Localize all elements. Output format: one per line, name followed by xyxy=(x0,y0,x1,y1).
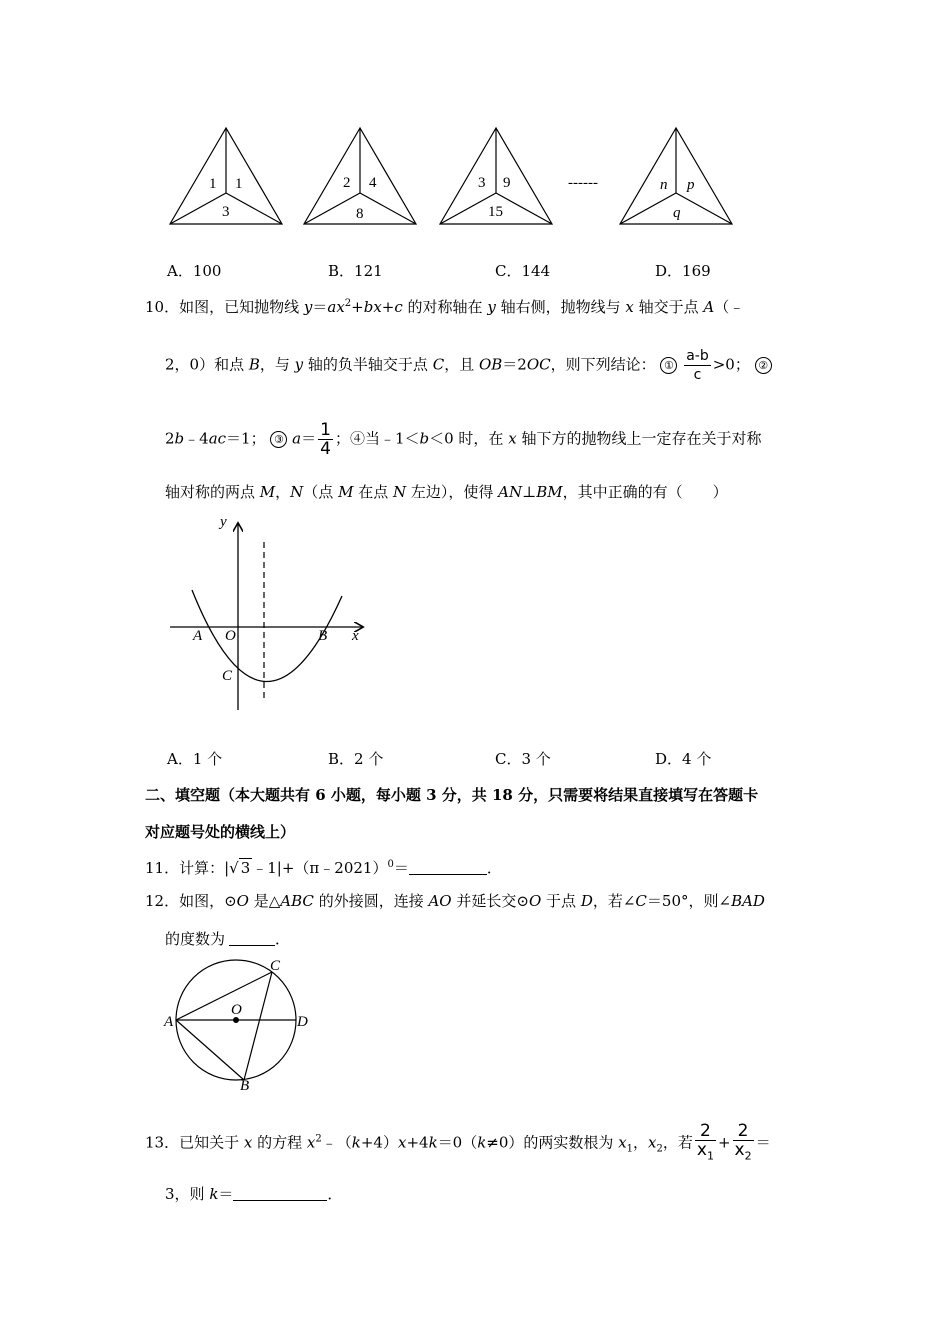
label-c: C xyxy=(270,958,281,974)
sqrt-radicand: 3 xyxy=(240,859,251,877)
q13-line1: 13．已知关于 x 的方程 $x^2﹣(k+4)x+4k=0(k\ne 0)$的两实数根为 $x_1$，$x_2$，若 $\frac{2}{x_1}$ + $\frac{2}{x_2}$ ＝ xyxy=(145,1122,771,1165)
t2-left: 2 xyxy=(343,175,351,191)
section-2-title-line1: 二、填空题（本大题共有 6 小题，每小题 3 分，共 18 分，只需要将结果直接填写在答题卡 xyxy=(145,786,759,804)
t3-bottom: 15 xyxy=(488,204,503,220)
circled-1: ① xyxy=(660,357,677,374)
q9-triangle-figure xyxy=(160,120,750,235)
q9-option-b: B．121 xyxy=(328,262,383,280)
q9-option-d: D．169 xyxy=(655,262,711,280)
q10-option-a: A．1 个 xyxy=(167,750,223,768)
label-a: A xyxy=(164,1014,174,1030)
fraction-2-over-x2: $\frac{2}{x_2}$ xyxy=(734,1121,752,1163)
label-a: A xyxy=(193,628,203,644)
circled-3: ③ xyxy=(270,431,287,448)
q11-line: 11．计算：|√ 3 ﹣1|+（π﹣2021）$^0$＝ ． xyxy=(145,859,502,877)
q12-line1: 12．如图，⊙O 是△ABC 的外接圆，连接 AO 并延长交⊙O 于点 D，若∠C＝50°，则∠BAD xyxy=(145,892,765,910)
line-cb xyxy=(244,972,272,1080)
q12-circle-figure xyxy=(160,955,320,1090)
label-d: D xyxy=(297,1014,308,1030)
circled-2: ② xyxy=(755,357,772,374)
label-b: B xyxy=(318,628,328,644)
t4-left: n xyxy=(660,177,668,193)
line-ab xyxy=(176,1020,244,1080)
label-c: C xyxy=(222,668,233,684)
t2-bottom: 8 xyxy=(356,206,364,222)
q10-option-b: B．2 个 xyxy=(328,750,384,768)
fraction-one-quarter: $\frac{1}{4}$ xyxy=(320,420,331,459)
t4-bottom: q xyxy=(673,205,681,221)
label-o: O xyxy=(225,628,236,644)
label-o: O xyxy=(231,1002,242,1018)
q10-line2: 2，0）和点 B，与 y 轴的负半轴交于点 C，且 OB＝2OC，则下列结论： ① $\frac{a-b}{c}$ >0； ② xyxy=(165,347,772,384)
q10-line3: 2b﹣4ac＝1； ③ a＝ $\frac{1}{4}$ ；④当﹣1＜b＜0 时，在 x 轴下方的抛物线上一定存在关于对称 xyxy=(165,420,762,459)
t2-right: 4 xyxy=(369,175,377,191)
t1-left: 1 xyxy=(209,176,217,192)
t3-left: 3 xyxy=(478,175,486,191)
q10-option-d: D．4 个 xyxy=(655,750,712,768)
q9-option-c: C．144 xyxy=(495,262,551,280)
q10-line1: 10．如图，已知抛物线 $y=ax^2+bx+c$ 的对称轴在 y 轴右侧，抛物线与 x 轴交于点 A（﹣ xyxy=(145,298,745,316)
fraction-2-over-x1: $\frac{2}{x_1}$ xyxy=(696,1121,714,1163)
q9-option-a: A．100 xyxy=(167,262,222,280)
q13-answer-blank xyxy=(233,1186,327,1201)
q12-line2: 的度数为 ． xyxy=(165,930,291,948)
label-x: x xyxy=(352,628,359,644)
q10-option-c: C．3 个 xyxy=(495,750,551,768)
line-ac xyxy=(176,972,272,1020)
label-y: y xyxy=(220,514,227,530)
t3-right: 9 xyxy=(503,175,511,191)
t1-bottom: 3 xyxy=(222,204,230,220)
section-2-title-line2: 对应题号处的横线上） xyxy=(145,823,296,841)
q10-line4: 轴对称的两点 M，N（点 M 在点 N 左边），使得 AN⊥BM，其中正确的有（ ） xyxy=(165,483,728,501)
q12-answer-blank xyxy=(229,931,275,946)
t1-right: 1 xyxy=(235,176,243,192)
label-b: B xyxy=(240,1078,250,1090)
q13-line2: 3，则 k＝ ． xyxy=(165,1185,343,1203)
q11-answer-blank xyxy=(409,860,487,875)
q10-parabola-graph xyxy=(160,510,380,720)
t4-right: p xyxy=(687,177,695,193)
dashes: ------ xyxy=(568,175,598,191)
fraction-a-b-over-c: $\frac{a-b}{c}$ xyxy=(686,348,709,383)
